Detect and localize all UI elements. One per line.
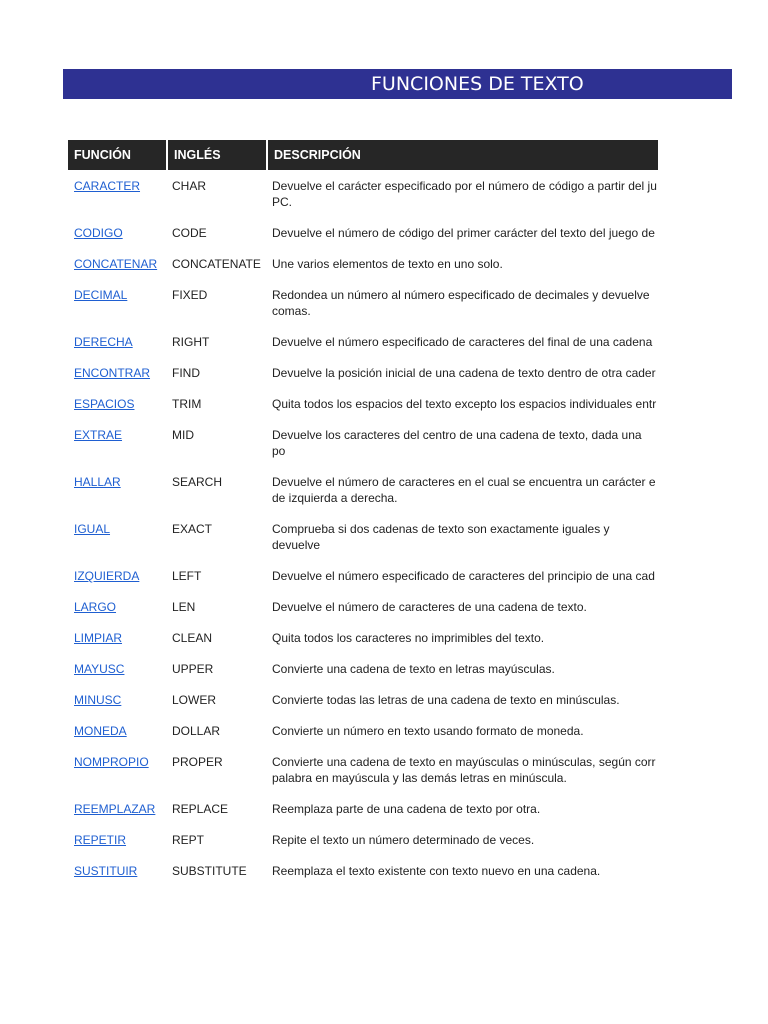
cell-ingles: SUBSTITUTE [172,864,247,878]
table-row [68,568,658,584]
cell-funcion[interactable] [68,630,166,646]
cell-funcion[interactable] [68,256,166,272]
description-text: Devuelve el número de código del primer carácter del texto del juego de [272,226,655,240]
description-text: Comprueba si dos cadenas de texto son exactamente iguales y devuelve [272,522,610,552]
cell-funcion[interactable] [68,225,166,241]
function-link[interactable]: LIMPIAR [74,631,123,645]
table-row [68,801,658,817]
cell-descripcion [266,521,658,553]
cell-descripcion [266,832,658,848]
cell-funcion[interactable] [68,396,166,412]
description-text: Reemplaza parte de una cadena de texto por otra. [272,802,541,816]
table-row [68,863,658,879]
cell-descripcion [266,256,658,272]
function-link[interactable]: IZQUIERDA [74,569,140,583]
cell-funcion[interactable] [68,661,166,677]
cell-descripcion [266,599,658,615]
cell-funcion[interactable] [68,723,166,739]
cell-ingles: EXACT [172,522,213,536]
table-header-row [68,140,658,170]
table-row [68,474,658,506]
table-row [68,754,658,786]
cell-descripcion [266,754,658,786]
cell-ingles: LEN [172,600,196,614]
header-ingles: INGLÉS [166,140,266,170]
function-link[interactable]: EXTRAE [74,428,123,442]
function-link[interactable]: NOMPROPIO [74,755,149,769]
cell-descripcion [266,568,658,584]
cell-ingles: CLEAN [172,631,213,645]
description-text: Devuelve el número de caracteres en el cual se encuentra un carácter e de izquierda a derecha. [272,475,656,505]
description-text: Convierte todas las letras de una cadena de texto en minúsculas. [272,693,620,707]
functions-table [68,140,658,879]
cell-ingles: UPPER [172,662,214,676]
description-text: Repite el texto un número determinado de veces. [272,833,535,847]
table-row [68,178,658,210]
function-link[interactable]: MONEDA [74,724,127,738]
description-text: Devuelve los caracteres del centro de una cadena de texto, dada una po [272,428,642,458]
cell-ingles: RIGHT [172,335,210,349]
table-row [68,692,658,708]
function-link[interactable]: CARACTER [74,179,141,193]
cell-funcion[interactable] [68,365,166,381]
title-bar [63,69,732,99]
function-link[interactable]: CODIGO [74,226,123,240]
table-row [68,599,658,615]
cell-funcion[interactable] [68,692,166,708]
cell-descripcion [266,396,658,412]
cell-funcion[interactable] [68,832,166,848]
cell-funcion[interactable] [68,863,166,879]
function-link[interactable]: MINUSC [74,693,122,707]
function-link[interactable]: MAYUSC [74,662,125,676]
description-text: Convierte una cadena de texto en mayúsculas o minúsculas, según corr palabra en mayúscula y las demás letras en minúscula. [272,755,656,785]
cell-ingles: LOWER [172,693,217,707]
cell-funcion[interactable] [68,754,166,786]
cell-descripcion [266,630,658,646]
cell-ingles: CONCATENATE [172,257,261,271]
cell-funcion[interactable] [68,521,166,553]
table-row [68,630,658,646]
description-text: Quita todos los espacios del texto excepto los espacios individuales entr [272,397,657,411]
description-text: Devuelve el carácter especificado por el número de código a partir del ju PC. [272,179,657,209]
table-row [68,225,658,241]
description-text: Devuelve la posición inicial de una cadena de texto dentro de otra cader [272,366,656,380]
table-row [68,256,658,272]
table-row [68,396,658,412]
cell-ingles: FIXED [172,288,208,302]
cell-funcion[interactable] [68,287,166,319]
cell-funcion[interactable] [68,599,166,615]
function-link[interactable]: DERECHA [74,335,133,349]
cell-ingles: FIND [172,366,200,380]
cell-descripcion [266,427,658,459]
header-descripcion: DESCRIPCIÓN [266,140,658,170]
cell-ingles: CODE [172,226,207,240]
cell-ingles: SEARCH [172,475,223,489]
description-text: Une varios elementos de texto en uno solo. [272,257,503,271]
page-title: FUNCIONES DE TEXTO [371,73,584,95]
cell-ingles: REPLACE [172,802,229,816]
function-link[interactable]: IGUAL [74,522,111,536]
cell-ingles: TRIM [172,397,202,411]
description-text: Convierte un número en texto usando formato de moneda. [272,724,584,738]
function-link[interactable]: SUSTITUIR [74,864,138,878]
description-text: Devuelve el número especificado de caracteres del final de una cadena [272,335,653,349]
function-link[interactable]: REEMPLAZAR [74,802,156,816]
cell-funcion[interactable] [68,568,166,584]
cell-descripcion [266,365,658,381]
cell-descripcion [266,661,658,677]
description-text: Quita todos los caracteres no imprimibles del texto. [272,631,545,645]
header-funcion: FUNCIÓN [74,148,131,162]
cell-descripcion [266,474,658,506]
function-link[interactable]: CONCATENAR [74,257,158,271]
cell-funcion[interactable] [68,334,166,350]
cell-descripcion [266,225,658,241]
table-row [68,334,658,350]
cell-ingles: PROPER [172,755,223,769]
cell-descripcion [266,692,658,708]
description-text: Redondea un número al número especificado de decimales y devuelve comas. [272,288,650,318]
table-body [68,178,658,879]
cell-funcion[interactable] [68,178,166,210]
cell-ingles: DOLLAR [172,724,221,738]
cell-ingles: MID [172,428,194,442]
function-link[interactable]: ESPACIOS [74,397,135,411]
cell-funcion[interactable] [68,427,166,459]
description-text: Convierte una cadena de texto en letras mayúsculas. [272,662,555,676]
cell-ingles: REPT [172,833,205,847]
cell-descripcion [266,334,658,350]
function-link[interactable]: REPETIR [74,833,127,847]
description-text: Devuelve el número especificado de caracteres del principio de una cad [272,569,655,583]
cell-descripcion [266,723,658,739]
function-link[interactable]: ENCONTRAR [74,366,151,380]
cell-descripcion [266,287,658,319]
cell-descripcion [266,801,658,817]
description-text: Devuelve el número de caracteres de una cadena de texto. [272,600,587,614]
cell-funcion[interactable] [68,801,166,817]
cell-ingles: LEFT [172,569,202,583]
table-row [68,723,658,739]
cell-descripcion [266,178,658,210]
table-row [68,521,658,553]
table-row [68,287,658,319]
table-row [68,427,658,459]
table-row [68,365,658,381]
function-link[interactable]: LARGO [74,600,117,614]
function-link[interactable]: DECIMAL [74,288,128,302]
cell-descripcion [266,863,658,879]
table-row [68,832,658,848]
function-link[interactable]: HALLAR [74,475,121,489]
table-row [68,661,658,677]
cell-funcion[interactable] [68,474,166,506]
description-text: Reemplaza el texto existente con texto nuevo en una cadena. [272,864,601,878]
cell-ingles: CHAR [172,179,207,193]
